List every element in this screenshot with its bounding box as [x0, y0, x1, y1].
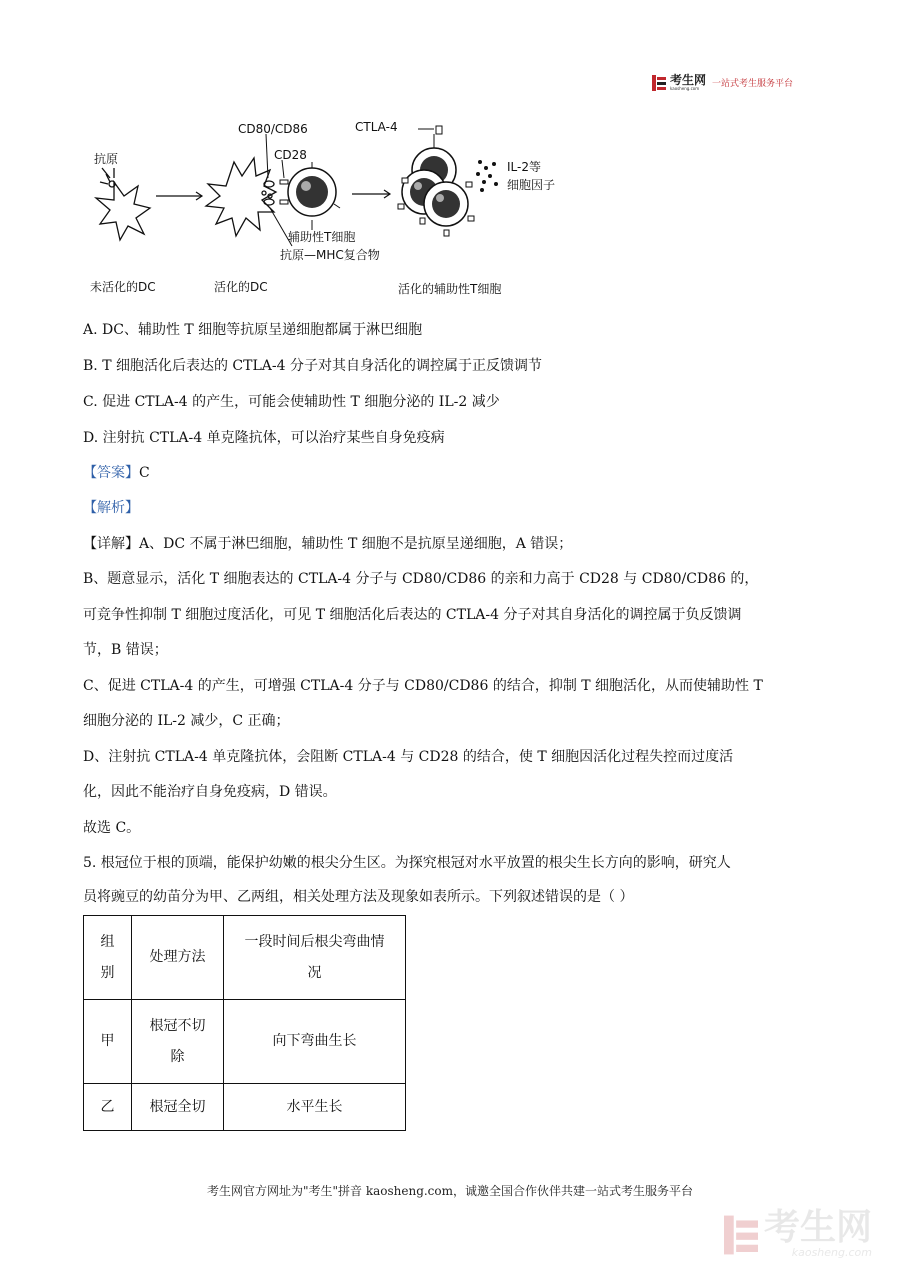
- detail-b-2: 可竞争性抑制 T 细胞过度活化，可见 T 细胞活化后表达的 CTLA-4 分子对其自身活化的调控属于负反馈调: [83, 607, 742, 623]
- option-a: A. DC、辅助性 T 细胞等抗原呈递细胞都属于淋巴细胞: [83, 322, 423, 338]
- row-2-method: 根冠全切: [132, 1084, 224, 1131]
- label-antigen: 抗原: [94, 152, 119, 166]
- header-method: 处理方法: [132, 916, 224, 1000]
- detail-b-3: 节，B 错误；: [83, 642, 168, 658]
- watermark-name: 考生网: [763, 1207, 872, 1248]
- answer-tag: 【答案】: [83, 465, 139, 481]
- watermark: [724, 1207, 872, 1259]
- analysis-tag: 【解析】: [83, 500, 139, 516]
- header-logo[interactable]: [652, 74, 793, 91]
- row-1-group: 甲: [84, 1000, 132, 1084]
- detail-c-1: C、促进 CTLA-4 的产生，可增强 CTLA-4 分子与 CD80/CD86 的结合，抑制 T 细胞活化，从而使辅助性 T: [83, 678, 763, 694]
- kaosheng-logo-icon: [652, 75, 666, 91]
- label-mhc-complex: 抗原—MHC复合物: [280, 248, 380, 262]
- detail-a: [83, 534, 572, 554]
- label-active-dc: 活化的DC: [214, 280, 268, 294]
- arrow-1-icon: [156, 192, 202, 200]
- row-1-method-2: 除: [170, 1048, 185, 1065]
- row-2-group: 乙: [84, 1084, 132, 1131]
- answer-value: C: [139, 465, 150, 481]
- diagram-drawing: [84, 112, 584, 308]
- header-group-1: 组: [100, 933, 115, 950]
- row-1-method: [132, 1000, 224, 1084]
- logo-name: 考生网: [670, 73, 707, 87]
- label-ctla4: CTLA-4: [355, 120, 398, 134]
- dc-t-cell-diagram: [84, 112, 584, 308]
- cytokine-dots-icon: [476, 160, 498, 192]
- inactive-dc-icon: [96, 168, 150, 240]
- question5-line-2: 员将豌豆的幼苗分为甲、乙两组，相关处理方法及现象如表所示。下列叙述错误的是（ ）: [83, 889, 634, 905]
- label-cytokine: 细胞因子: [507, 178, 556, 192]
- row-1-method-1: 根冠不切: [149, 1017, 206, 1034]
- header-result-1: 一段时间后根尖弯曲情: [244, 933, 385, 950]
- detail-conclusion: 故选 C。: [83, 820, 141, 836]
- watermark-logo-icon: [724, 1215, 758, 1255]
- arrow-2-icon: [352, 190, 390, 198]
- table-row: [84, 1084, 406, 1131]
- table-header-row: [84, 916, 406, 1000]
- option-b: B. T 细胞活化后表达的 CTLA-4 分子对其自身活化的调控属于正反馈调节: [83, 358, 542, 374]
- footer-text[interactable]: 考生网官方网址为"考生"拼音 kaosheng.com，诚邀全国合作伙伴共建一站式考生服务平台: [206, 1184, 694, 1198]
- logo-domain: kaosheng.com: [670, 86, 700, 91]
- label-inactive-dc: 未活化的DC: [90, 280, 156, 294]
- label-helper-t: 辅助性T细胞: [288, 230, 356, 244]
- label-cd28: CD28: [274, 148, 307, 162]
- option-d: D. 注射抗 CTLA-4 单克隆抗体，可以治疗某些自身免疫病: [83, 430, 445, 446]
- answer-line: [83, 463, 150, 483]
- header-result: [224, 916, 406, 1000]
- header-group-2: 别: [100, 964, 115, 981]
- label-il2: IL-2等: [507, 160, 541, 174]
- header-slogan: 一站式考生服务平台: [712, 79, 794, 89]
- detail-a-text: A、DC 不属于淋巴细胞，辅助性 T 细胞不是抗原呈递细胞，A 错误；: [139, 536, 573, 552]
- label-active-helper-t: 活化的辅助性T细胞: [398, 282, 502, 296]
- question5-line-1: 5. 根冠位于根的顶端，能保护幼嫩的根尖分生区。为探究根冠对水平放置的根尖生长方向的影响，研究人: [83, 855, 731, 871]
- table-row: [84, 1000, 406, 1084]
- row-1-result: 向下弯曲生长: [224, 1000, 406, 1084]
- question5-table: [83, 915, 406, 1131]
- label-cd80-cd86: CD80/CD86: [238, 122, 308, 136]
- helper-t-cell-icon: [280, 162, 340, 216]
- detail-b-1: B、题意显示，活化 T 细胞表达的 CTLA-4 分子与 CD80/CD86 的亲和力高于 CD28 与 CD80/CD86 的，: [83, 571, 759, 587]
- header-group: [84, 916, 132, 1000]
- detail-d-2: 化，因此不能治疗自身免疫病，D 错误。: [83, 784, 337, 800]
- header-result-2: 况: [307, 964, 322, 981]
- option-c: C. 促进 CTLA-4 的产生，可能会使辅助性 T 细胞分泌的 IL-2 减少: [83, 394, 500, 410]
- active-dc-icon: [206, 158, 276, 236]
- active-t-cells-icon: [398, 126, 474, 236]
- watermark-domain: kaosheng.com: [791, 1246, 872, 1259]
- detail-tag: 【详解】: [83, 536, 139, 552]
- detail-d-1: D、注射抗 CTLA-4 单克隆抗体，会阻断 CTLA-4 与 CD28 的结合，使 T 细胞因活化过程失控而过度活: [83, 749, 734, 765]
- detail-c-2: 细胞分泌的 IL-2 减少，C 正确；: [83, 713, 290, 729]
- row-2-result: 水平生长: [224, 1084, 406, 1131]
